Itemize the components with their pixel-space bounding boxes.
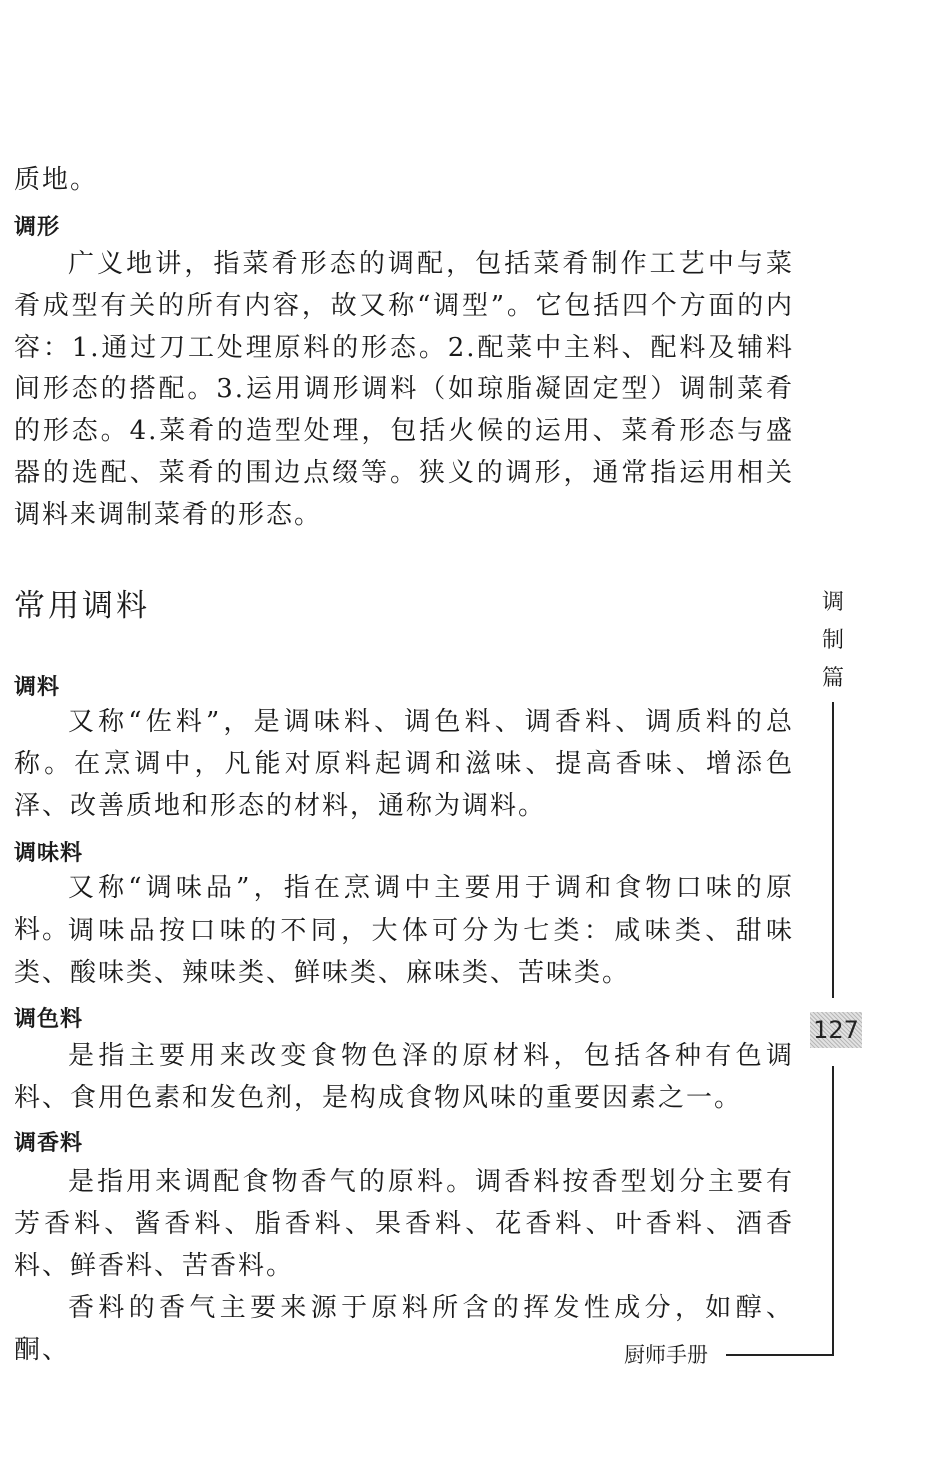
footer-book-title: 厨师手册 [624,1343,708,1367]
side-section-label: 调制篇 [821,590,844,691]
paragraph-tiaoxiangliao-2: 香料的香气主要来源于原料所含的挥发性成分，如醇、酮、 [14,1293,794,1365]
page-number: 127 [810,1012,862,1048]
margin-rule-lower [832,1066,834,1356]
footer-rule [726,1354,834,1356]
heading-tiaoliao: 调料 [14,675,61,700]
heading-tiaoxiangliao: 调香料 [14,1131,84,1156]
heading-tiaoseliao: 调色料 [14,1007,84,1032]
paragraph-tiaoxing: 广义地讲，指菜肴形态的调配，包括菜肴制作工艺中与菜肴成型有关的所有内容，故又称“调型”。它包括四个方面的内容：1.通过刀工处理原料的形态。2.配菜中主料、配料及辅料间形态的搭配。3.运用调形调料（如琼脂凝固定型）调制菜肴的形态。4.菜肴的造型处理，包括火候的运用、菜肴形态与盛器的选配、菜肴的围边点缀等。狭义的调形，通常指运用相关调料来调制菜肴的形态。 [14,249,794,530]
paragraph-tiaoxiangliao-1: 是指用来调配食物香气的原料。调香料按香型划分主要有芳香料、酱香料、脂香料、果香料、花香料、叶香料、酒香料、鲜香料、苦香料。 [14,1167,794,1281]
section-title: 常用调料 [14,588,150,624]
paragraph-tiaoweiliao-2: 调味品按口味的不同，大体可分为七类：咸味类、甜味类、酸味类、辣味类、鲜味类、麻味类、苦味类。 [14,916,794,988]
heading-tiaoweiliao: 调味料 [14,841,84,866]
paragraph-tiaoseliao: 是指主要用来改变食物色泽的原材料，包括各种有色调料、食用色素和发色剂，是构成食物风味的重要因素之一。 [14,1041,794,1113]
paragraph-tiaoliao: 又称“佐料”，是调味料、调色料、调香料、调质料的总称。在烹调中，凡能对原料起调和滋味、提高香味、增添色泽、改善质地和形态的材料，通称为调料。 [14,707,794,821]
paragraph-continuation: 质地。 [14,165,99,195]
margin-rule-upper [832,702,834,998]
heading-tiaoxing: 调形 [14,215,61,240]
paragraph-tiaoweiliao-1: 又称“调味品”，指在烹调中主要用于调和食物口味的原料。 [14,873,794,945]
